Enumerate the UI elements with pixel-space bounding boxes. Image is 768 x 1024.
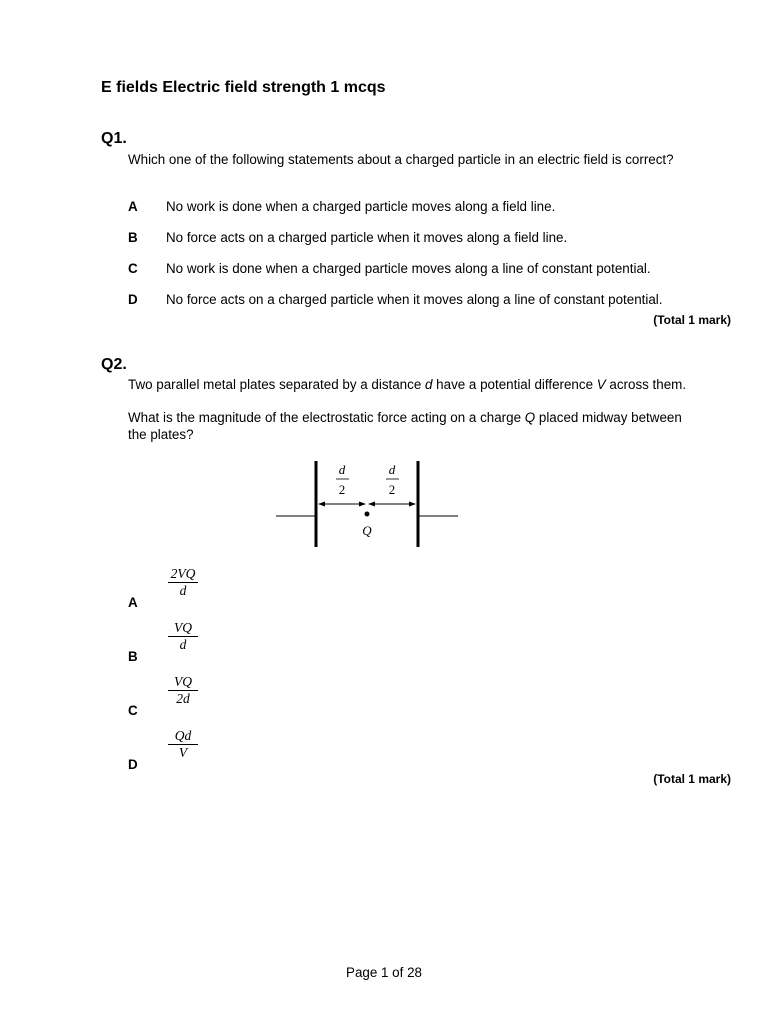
- stem-text: placed midway between the plates?: [128, 410, 682, 442]
- option-text: No force acts on a charged particle when it moves along a line of constant potential.: [166, 292, 663, 307]
- question-1-option-d: [128, 292, 663, 308]
- option-letter: B: [128, 649, 138, 664]
- question-2-option-b: [128, 620, 248, 664]
- arrowhead: [368, 502, 375, 507]
- charge-dot: [365, 512, 370, 517]
- option-text: No work is done when a charged particle moves along a line of constant potential.: [166, 261, 651, 276]
- question-1-stem: Which one of the following statements about a charged particle in an electric field is correct?: [128, 152, 674, 167]
- fraction-denominator: 2d: [176, 691, 190, 706]
- question-1-option-b: [128, 230, 567, 246]
- stem-text: across them.: [605, 377, 687, 392]
- document-title: E fields Electric field strength 1 mcqs: [101, 79, 386, 96]
- fraction-numerator: VQ: [168, 620, 198, 637]
- arrowhead: [359, 502, 366, 507]
- question-2-label: Q2.: [101, 356, 127, 373]
- fraction-denominator: d: [179, 583, 187, 598]
- left-fraction-denominator: 2: [338, 482, 346, 497]
- option-letter: A: [128, 595, 138, 610]
- stem-text: have a potential difference: [432, 377, 597, 392]
- var-q: Q: [524, 410, 536, 425]
- right-fraction-numerator: d: [388, 462, 396, 477]
- option-fraction: [168, 620, 198, 653]
- option-fraction: [168, 566, 198, 599]
- fraction-numerator: 2VQ: [168, 566, 198, 583]
- question-1-option-a: [128, 199, 555, 215]
- fraction-denominator: V: [178, 745, 188, 760]
- page-footer: Page 1 of 28: [346, 965, 422, 980]
- option-text: No work is done when a charged particle moves along a field line.: [166, 199, 556, 214]
- question-1-label: Q1.: [101, 130, 127, 147]
- var-v: V: [596, 377, 606, 392]
- question-2-option-d: [128, 728, 248, 772]
- option-fraction: [168, 728, 198, 761]
- question-2-option-c: [128, 674, 248, 718]
- right-fraction-denominator: 2: [388, 482, 396, 497]
- question-2-stem-2: [128, 410, 688, 443]
- arrowhead: [318, 502, 325, 507]
- charge-label: Q: [362, 523, 372, 538]
- question-2-option-a: [128, 566, 248, 610]
- left-fraction-numerator: d: [338, 462, 346, 477]
- option-letter: D: [128, 292, 138, 307]
- option-fraction: [168, 674, 198, 707]
- question-1-option-c: [128, 261, 651, 277]
- option-letter: B: [128, 230, 138, 245]
- option-letter: D: [128, 757, 138, 772]
- question-2-marks: (Total 1 mark): [653, 772, 731, 786]
- arrowhead: [409, 502, 416, 507]
- var-d: d: [425, 377, 433, 392]
- fraction-numerator: Qd: [168, 728, 198, 745]
- option-text: No force acts on a charged particle when it moves along a field line.: [166, 230, 568, 245]
- option-letter: C: [128, 261, 138, 276]
- question-2-stem-1: [128, 377, 688, 394]
- fraction-numerator: VQ: [168, 674, 198, 691]
- option-letter: A: [128, 199, 138, 214]
- stem-text: Two parallel metal plates separated by a distance: [128, 377, 425, 392]
- stem-text: What is the magnitude of the electrostatic force acting on a charge: [128, 410, 525, 425]
- fraction-denominator: d: [179, 637, 187, 652]
- question-1-marks: (Total 1 mark): [653, 313, 731, 327]
- parallel-plates-diagram: [270, 455, 470, 555]
- option-letter: C: [128, 703, 138, 718]
